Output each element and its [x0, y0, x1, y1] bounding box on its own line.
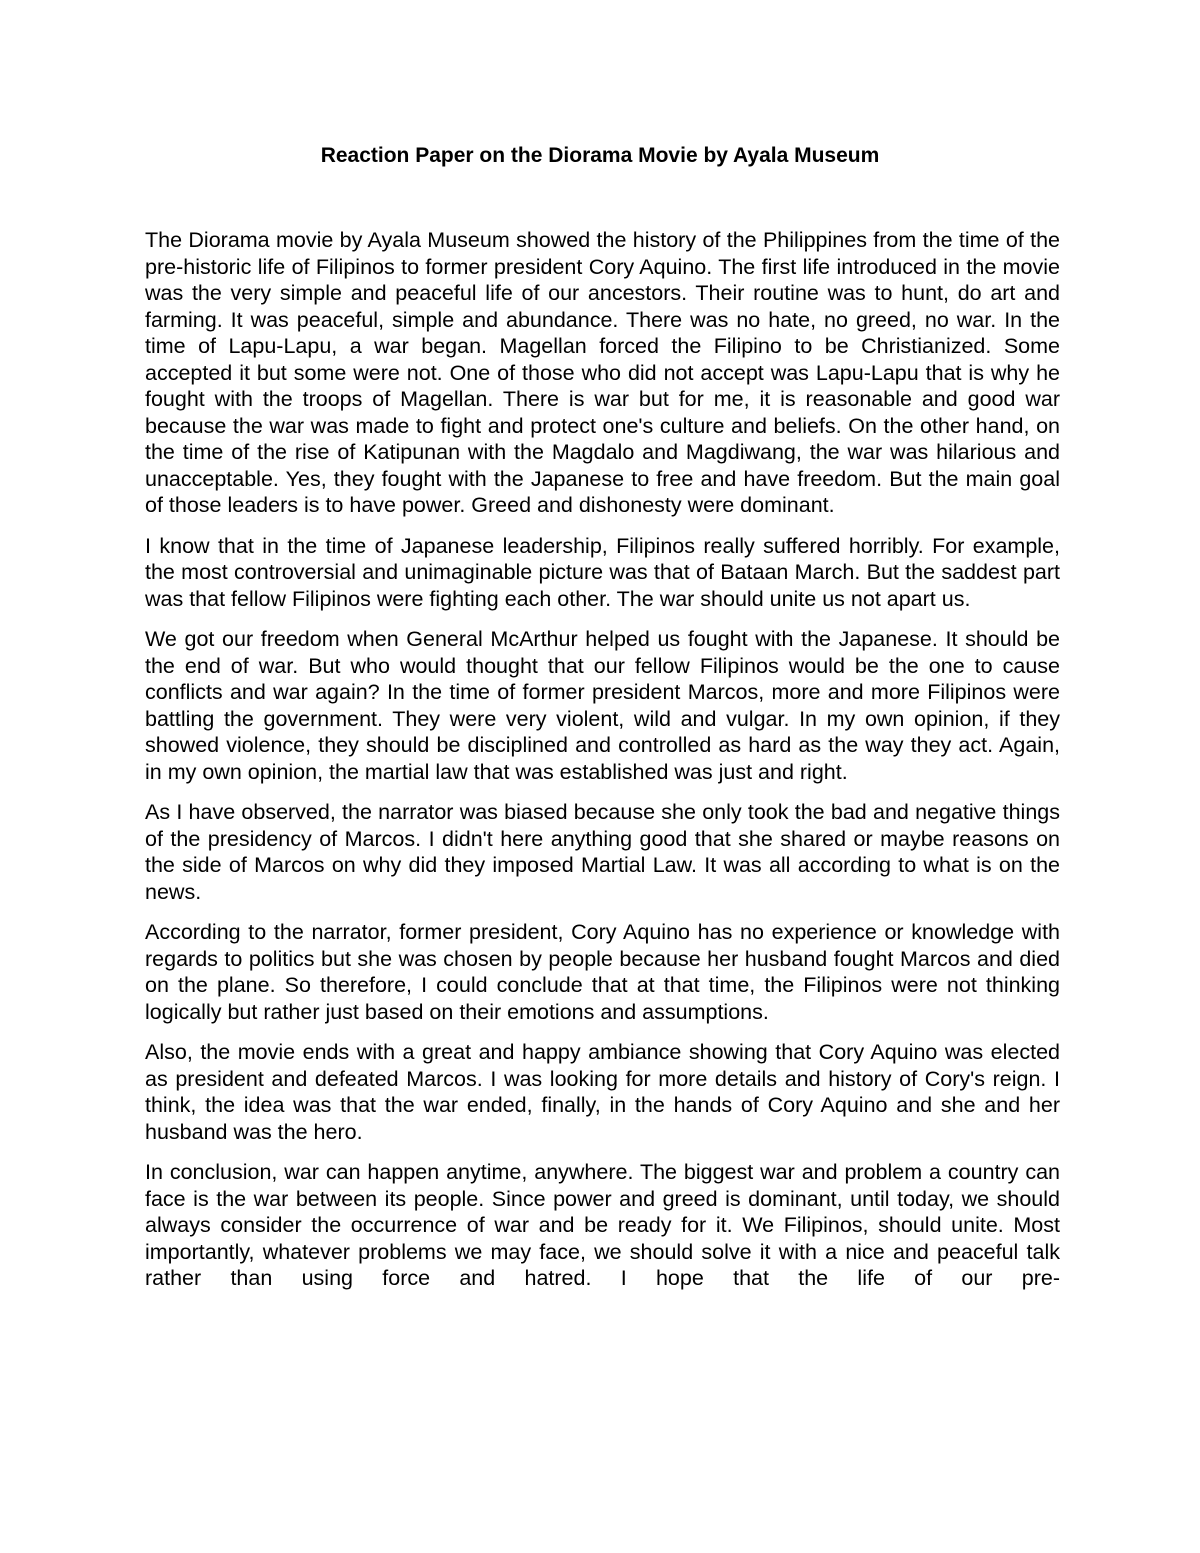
page-title: Reaction Paper on the Diorama Movie by Ayala Museum — [320, 144, 880, 167]
paragraph-2: I know that in the time of Japanese leadership, Filipinos really suffered horribly. For example, the most controversial and unimaginable picture was that of Bataan March. But the saddest part was that fellow Filipinos were fighting each other. The war should unite us not apart us. — [145, 533, 1060, 611]
paragraph-5: According to the narrator, former president, Cory Aquino has no experience or knowledge with regards to politics but she was chosen by people because her husband fought Marcos and died on the plane. So therefore, I could conclude that at that time, the Filipinos were not thinking logically but rather just based on their emotions and assumptions. — [145, 920, 1060, 1024]
paragraph-4: As I have observed, the narrator was biased because she only took the bad and negative things of the presidency of Marcos. I didn't here anything good that she shared or maybe reasons on the side of Marcos on why did they imposed Martial Law. It was all according to what is on the news. — [145, 800, 1060, 904]
paragraph-7: In conclusion, war can happen anytime, anywhere. The biggest war and problem a country can face is the war between its people. Since power and greed is dominant, until today, we should always consider the occurrence of war and be ready for it. We Filipinos, should unite. Most importantly, whatever problems we may face, we should solve it with a nice and peaceful talk rather than using force and hatred. I hope that the life of our pre- — [145, 1160, 1060, 1290]
paragraph-6: Also, the movie ends with a great and happy ambiance showing that Cory Aquino was elected as president and defeated Marcos. I was looking for more details and history of Cory's reign. I think, the idea was that the war ended, finally, in the hands of Cory Aquino and she and her husband was the hero. — [145, 1040, 1060, 1144]
document-body — [145, 227, 1060, 1306]
paragraph-3: We got our freedom when General McArthur helped us fought with the Japanese. It should be the end of war. But who would thought that our fellow Filipinos would be the one to cause conflicts and war again? In the time of former president Marcos, more and more Filipinos were battling the government. They were very violent, wild and vulgar. In my own opinion, if they showed violence, they should be disciplined and controlled as hard as the way they act. Again, in my own opinion, the martial law that was established was just and right. — [145, 627, 1060, 784]
paragraph-1: The Diorama movie by Ayala Museum showed the history of the Philippines from the time of the pre-historic life of Filipinos to former president Cory Aquino. The first life introduced in the movie was the very simple and peaceful life of our ancestors. Their routine was to hunt, do art and farming. It was peaceful, simple and abundance. There was no hate, no greed, no war. In the time of Lapu-Lapu, a war began. Magellan forced the Filipino to be Christianized. Some accepted it but some were not. One of those who did not accept was Lapu-Lapu that is why he fought with the troops of Magellan. There is war but for me, it is reasonable and good war because the war was made to fight and protect one's culture and beliefs. On the other hand, on the time of the rise of Katipunan with the Magdalo and Magdiwang, the war was hilarious and unacceptable. Yes, they fought with the Japanese to free and have freedom. But the main goal of those leaders is to have power. Greed and dishonesty were dominant. — [145, 228, 1060, 517]
